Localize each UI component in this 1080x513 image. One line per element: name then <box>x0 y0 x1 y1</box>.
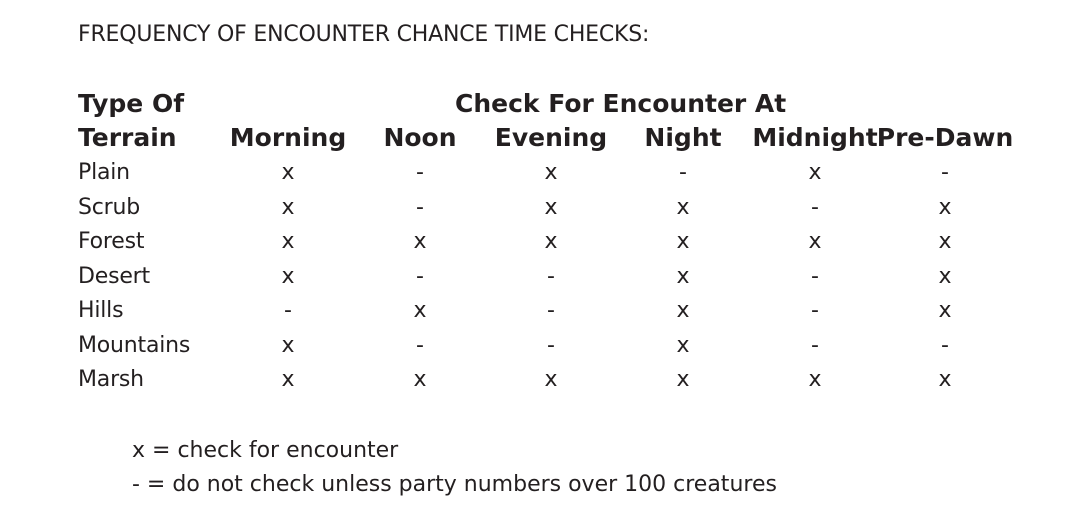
cell-pre-dawn: x <box>938 229 952 254</box>
table-row <box>0 229 1080 263</box>
cell-pre-dawn: x <box>938 195 952 220</box>
cell-pre-dawn: - <box>941 160 949 185</box>
cell-noon: - <box>416 195 424 220</box>
cell-night: x <box>676 298 690 323</box>
table-row <box>0 298 1080 332</box>
cell-night: x <box>676 195 690 220</box>
cell-noon: x <box>413 367 427 392</box>
column-header-pre-dawn: Pre-Dawn <box>876 123 1014 152</box>
terrain-name: Desert <box>78 264 150 289</box>
header-check-for-encounter-at: Check For Encounter At <box>455 89 787 118</box>
column-header-midnight: Midnight <box>752 123 878 152</box>
column-header-noon: Noon <box>383 123 457 152</box>
cell-midnight: x <box>808 160 822 185</box>
table-row <box>0 264 1080 298</box>
terrain-name: Hills <box>78 298 124 323</box>
cell-night: x <box>676 264 690 289</box>
terrain-name: Plain <box>78 160 130 185</box>
cell-evening: x <box>544 195 558 220</box>
terrain-name: Forest <box>78 229 145 254</box>
cell-pre-dawn: x <box>938 264 952 289</box>
cell-pre-dawn: x <box>938 298 952 323</box>
cell-noon: - <box>416 160 424 185</box>
column-header-evening: Evening <box>494 123 608 152</box>
table-row <box>0 160 1080 194</box>
legend-no-check: - = do not check unless party numbers over 100 creatures <box>132 472 777 497</box>
table-row <box>0 367 1080 401</box>
table-row <box>0 195 1080 229</box>
cell-midnight: x <box>808 229 822 254</box>
cell-morning: x <box>281 367 295 392</box>
cell-night: x <box>676 229 690 254</box>
cell-midnight: - <box>811 195 819 220</box>
cell-midnight: - <box>811 264 819 289</box>
cell-morning: x <box>281 264 295 289</box>
terrain-name: Marsh <box>78 367 144 392</box>
cell-night: x <box>676 333 690 358</box>
cell-midnight: x <box>808 367 822 392</box>
cell-morning: x <box>281 195 295 220</box>
cell-pre-dawn: x <box>938 367 952 392</box>
cell-noon: x <box>413 229 427 254</box>
header-type-of: Type Of <box>78 89 185 118</box>
cell-evening: x <box>544 229 558 254</box>
terrain-name: Scrub <box>78 195 141 220</box>
cell-noon: - <box>416 333 424 358</box>
cell-noon: - <box>416 264 424 289</box>
column-header-morning: Morning <box>229 123 347 152</box>
cell-morning: x <box>281 333 295 358</box>
column-header-night: Night <box>644 123 722 152</box>
cell-midnight: - <box>811 298 819 323</box>
cell-evening: - <box>547 333 555 358</box>
table-row <box>0 333 1080 367</box>
cell-evening: - <box>547 264 555 289</box>
cell-pre-dawn: - <box>941 333 949 358</box>
cell-evening: x <box>544 160 558 185</box>
cell-evening: x <box>544 367 558 392</box>
terrain-name: Mountains <box>78 333 191 358</box>
cell-morning: x <box>281 160 295 185</box>
cell-morning: - <box>284 298 292 323</box>
cell-midnight: - <box>811 333 819 358</box>
cell-morning: x <box>281 229 295 254</box>
document-title: FREQUENCY OF ENCOUNTER CHANCE TIME CHECKS: <box>78 22 650 47</box>
cell-evening: - <box>547 298 555 323</box>
cell-night: - <box>679 160 687 185</box>
cell-noon: x <box>413 298 427 323</box>
header-terrain: Terrain <box>78 123 177 152</box>
cell-night: x <box>676 367 690 392</box>
legend-check: x = check for encounter <box>132 438 399 463</box>
